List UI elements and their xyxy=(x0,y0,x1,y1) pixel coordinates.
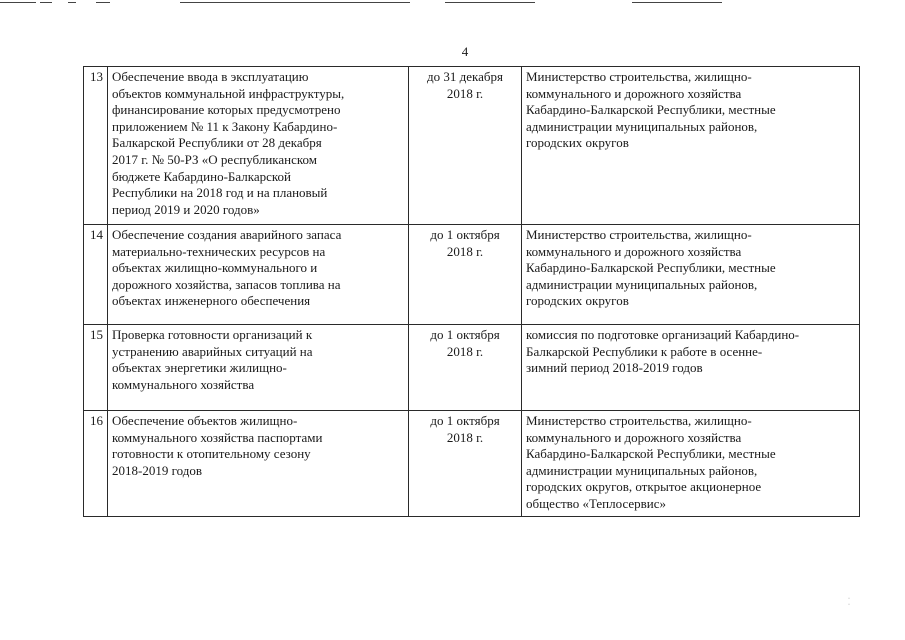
scan-mark xyxy=(180,2,410,3)
page-number: 4 xyxy=(461,44,469,59)
responsible-party: Министерство строительства, жилищно- коммунального и дорожного хозяйства Кабардино-Балкарской Республики, местные администрации муниципальных районов, городских округов, открытое акционерное общество «Теплосервис» xyxy=(522,411,860,517)
table-row xyxy=(84,325,860,411)
row-number: 15 xyxy=(84,325,108,411)
table-row xyxy=(84,225,860,325)
scan-mark xyxy=(445,2,535,3)
scan-specks: · · xyxy=(848,596,872,608)
row-number: 16 xyxy=(84,411,108,517)
table-row xyxy=(84,411,860,517)
table-row xyxy=(84,67,860,225)
deadline: до 31 декабря 2018 г. xyxy=(409,67,522,225)
responsible-party: Министерство строительства, жилищно- коммунального и дорожного хозяйства Кабардино-Балкарской Республики, местные администрации муниципальных районов, городских округов xyxy=(522,225,860,325)
deadline: до 1 октября 2018 г. xyxy=(409,225,522,325)
scan-mark xyxy=(96,2,110,3)
measures-table xyxy=(83,66,860,517)
task-description: Обеспечение ввода в эксплуатацию объектов коммунальной инфраструктуры, финансирование которых предусмотрено приложением № 11 к Закону Кабардино- Балкарской Республики от 28 декабря 2017 г. № 50-РЗ «О республиканском бюджете Кабардино-Балкарской Республики на 2018 год и на плановый период 2019 и 2020 годов» xyxy=(108,67,409,225)
responsible-party: комиссия по подготовке организаций Кабардино- Балкарской Республики к работе в осенне- зимний период 2018-2019 годов xyxy=(522,325,860,411)
responsible-party: Министерство строительства, жилищно- коммунального и дорожного хозяйства Кабардино-Балкарской Республики, местные администрации муниципальных районов, городских округов xyxy=(522,67,860,225)
row-number: 14 xyxy=(84,225,108,325)
task-description: Проверка готовности организаций к устранению аварийных ситуаций на объектах энергетики жилищно- коммунального хозяйства xyxy=(108,325,409,411)
scan-mark xyxy=(68,2,76,3)
task-description: Обеспечение объектов жилищно- коммунального хозяйства паспортами готовности к отопительному сезону 2018-2019 годов xyxy=(108,411,409,517)
row-number: 13 xyxy=(84,67,108,225)
deadline: до 1 октября 2018 г. xyxy=(409,411,522,517)
task-description: Обеспечение создания аварийного запаса материально-технических ресурсов на объектах жилищно-коммунального и дорожного хозяйства, запасов топлива на объектах инженерного обеспечения xyxy=(108,225,409,325)
scan-mark xyxy=(40,2,52,3)
scan-mark xyxy=(0,2,36,3)
scan-mark xyxy=(632,2,722,3)
deadline: до 1 октября 2018 г. xyxy=(409,325,522,411)
